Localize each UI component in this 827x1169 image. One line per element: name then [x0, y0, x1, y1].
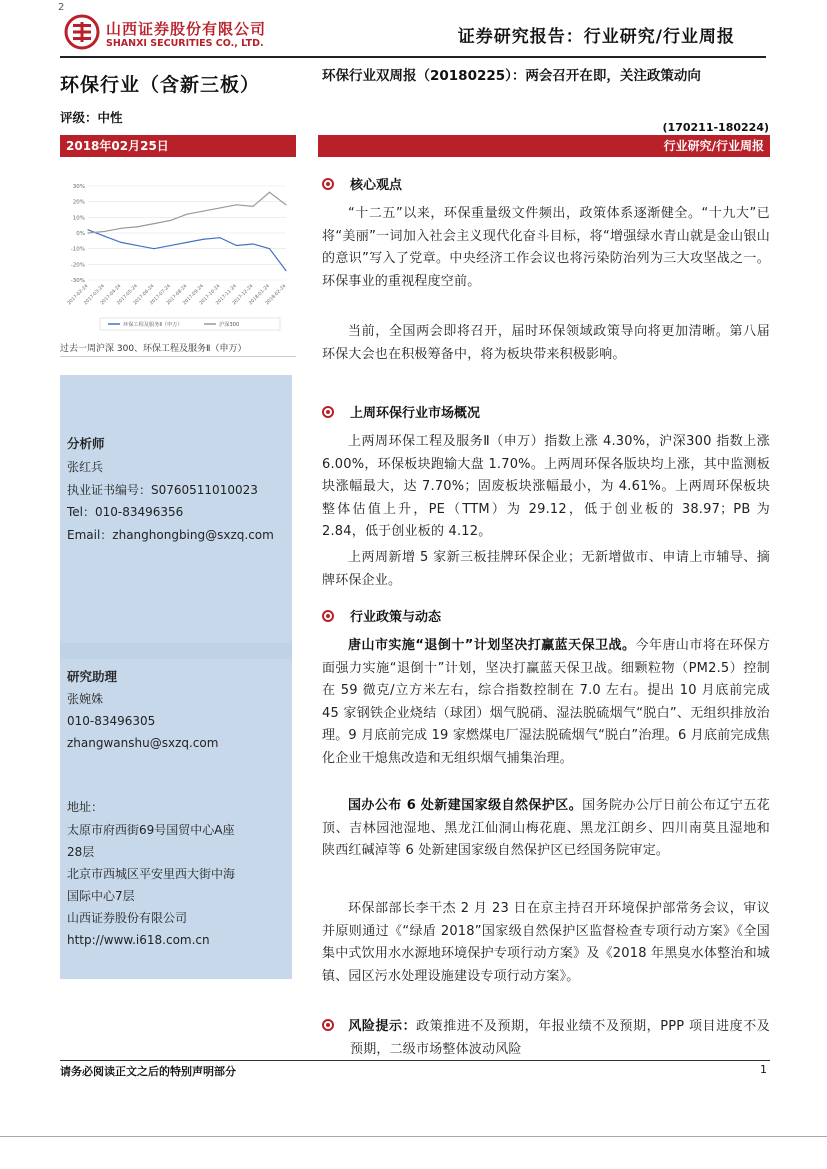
chart-point — [87, 232, 88, 233]
section-heading — [322, 402, 770, 421]
chart-xtick-label: 2017-09-24 — [182, 283, 205, 307]
address-line: 28层 — [67, 845, 95, 859]
chart-xtick-label: 2017-11-24 — [215, 283, 238, 307]
chart-ytick-label: 20% — [72, 199, 85, 206]
chart-point — [203, 210, 204, 211]
caption-rule — [60, 356, 296, 357]
section-heading — [322, 606, 770, 625]
address-label: 地址： — [67, 800, 104, 814]
chart-series-line — [88, 192, 286, 233]
paragraph: 当前，全国两会即将召开，届时环保领域政策导向将更加清晰。第八届环保大会也在积极筹备中，将为板块带来积极影响。 — [322, 324, 770, 362]
report-title: 环保行业双周报（20180225）：两会召开在即，关注政策动向 — [322, 68, 701, 84]
chart-ytick-label: 0% — [76, 231, 85, 237]
chart-ytick-label: -10% — [70, 246, 85, 253]
chart-xtick-label: 2017-12-24 — [231, 283, 255, 307]
section-bullet-icon — [322, 406, 334, 418]
chart-legend-label: 环保工程及服务Ⅱ（申万） — [123, 322, 183, 328]
chart-xtick-label: 2017-04-24 — [99, 283, 123, 307]
analyst-email[interactable]: Email：zhanghongbing@sxzq.com — [67, 528, 274, 542]
chart-point — [186, 214, 187, 215]
chart-point — [153, 248, 154, 249]
chart-point — [186, 242, 187, 243]
footer-rule — [60, 1060, 770, 1061]
chart-ytick-label: -30% — [70, 278, 85, 284]
chart-point — [87, 229, 88, 230]
chart-point — [252, 243, 253, 244]
chart-point — [269, 248, 270, 249]
section-bullet-icon — [322, 610, 334, 622]
chart-point — [236, 204, 237, 205]
chart-point — [219, 207, 220, 208]
section-heading — [322, 174, 770, 193]
analyst-heading: 分析师 — [67, 436, 105, 451]
chart-point — [120, 228, 121, 229]
rating: 评级：中性 — [60, 110, 123, 125]
assistant-heading: 研究助理 — [67, 669, 118, 684]
chart-xtick-label: 2017-10-24 — [198, 283, 222, 307]
footer-notice: 请务必阅读正文之后的特别声明部分 — [60, 1065, 236, 1078]
company-name: 山西证券股份有限公司 — [67, 911, 188, 925]
chart-point — [285, 270, 286, 271]
chart-xtick-label: 2017-02-24 — [66, 283, 90, 307]
panel-band — [60, 643, 292, 659]
company-url[interactable]: http://www.i618.com.cn — [67, 933, 210, 947]
risk-text: 政策推进不及预期，年报业绩不及预期，PPP 项目进度不及预期，二级市场整体波动风险 — [350, 1019, 770, 1057]
section-bullet-icon — [322, 178, 334, 190]
industry-name: 环保行业（含新三板） — [60, 74, 261, 96]
chart-xtick-label: 2017-08-24 — [165, 283, 189, 307]
page-number: 1 — [760, 1063, 767, 1076]
section-bullet-icon — [322, 1019, 334, 1031]
chart-point — [170, 220, 171, 221]
paragraph-body: 国务院办公厅日前公布辽宁五花顶、吉林园池湿地、黑龙江仙洞山梅花鹿、黑龙江朗乡、四川南莫且湿地和陕西红碱淖等 6 处新建国家级自然保护区已经国务院审定。 — [322, 798, 770, 859]
company-name-cn: 山西证券股份有限公司 — [106, 20, 267, 38]
section-heading-text: 核心观点 — [350, 178, 403, 193]
risk-heading: 风险提示： — [348, 1019, 417, 1034]
report-type: 证券研究报告：行业研究/行业周报 — [457, 27, 735, 47]
chart-point — [285, 204, 286, 205]
analyst-name: 张红兵 — [67, 460, 104, 474]
chart-xtick-label: 2017-05-24 — [116, 283, 139, 307]
chart-caption: 过去一周沪深 300、环保工程及服务Ⅱ（申万） — [60, 344, 247, 354]
section-heading-text: 上周环保行业市场概况 — [350, 406, 481, 421]
paragraph — [322, 795, 770, 863]
paragraph-lead: 国办公布 6 处新建国家级自然保护区。 — [348, 798, 583, 813]
risk-note — [322, 1016, 770, 1061]
chart-xtick-label: 2017-07-24 — [149, 283, 172, 307]
report-period: (170211-180224) — [662, 121, 769, 134]
report-date: 2018年02月25日 — [60, 135, 296, 157]
company-name-en: SHANXI SECURITIES CO., LTD. — [106, 38, 264, 49]
chart-xtick-label: 2017-06-24 — [132, 283, 156, 307]
chart-point — [203, 239, 204, 240]
index-chart — [60, 172, 296, 340]
chart-legend-label: 沪深300 — [219, 322, 240, 328]
corner-mark: 2 — [58, 2, 65, 13]
chart-xtick-label: 2018-02-24 — [264, 283, 288, 307]
paragraph-lead: 唐山市实施“退倒十”计划坚决打赢蓝天保卫战。 — [348, 638, 636, 653]
chart-point — [104, 231, 105, 232]
chart-point — [252, 206, 253, 207]
page-edge-rule — [0, 1136, 827, 1137]
chart-point — [236, 245, 237, 246]
chart-ytick-label: -20% — [70, 262, 85, 269]
company-logo-icon — [64, 14, 100, 50]
chart-point — [269, 192, 270, 193]
assistant-name: 张婉姝 — [67, 692, 104, 706]
paragraph: 上两周环保工程及服务Ⅱ（申万）指数上涨 4.30%，沪深300 指数上涨 6.00%，环保板块跑输大盘 1.70%。上两周环保各版块均上涨，其中监测板块涨幅最大，达 7.70%；固废板块涨幅最小，为 4.61%。上两周环保板块整体估值上升，PE（TTM）为 29.12，低于创业板的 38.97；PB 为 2.84，低于创业板的 4.12。 — [322, 434, 770, 540]
paragraph — [322, 635, 770, 771]
report-category: 行业研究/行业周报 — [318, 135, 770, 157]
chart-point — [120, 242, 121, 243]
paragraph-body: 今年唐山市将在环保方面强力实施“退倒十”计划，坚决打赢蓝天保卫战。细颗粒物（PM2.5）控制在 59 微克/立方米左右，综合指数控制在 7.0 左右。提出 10 月底前完成 45 家钢铁企业烧结（球团）烟气脱硝、湿法脱硫烟气“脱白”、无组织排放治理。9 月底前完成 19 家燃煤电厂湿法脱硫烟气“脱白”治理。6 月底前完成焦化企业干熄焦改造和无组织烟气捕集治理。 — [322, 638, 770, 766]
section-heading-text: 行业政策与动态 — [350, 610, 442, 625]
chart-xtick-label: 2017-03-24 — [83, 283, 106, 307]
paragraph: 上两周新增 5 家新三板挂牌环保企业；无新增做市、申请上市辅导、摘牌环保企业。 — [322, 550, 770, 588]
chart-ytick-label: 10% — [72, 215, 85, 222]
assistant-email[interactable]: zhangwanshu@sxzq.com — [67, 736, 219, 750]
header-rule — [60, 56, 766, 58]
chart-point — [170, 245, 171, 246]
analyst-cert: 执业证书编号：S0760511010023 — [67, 483, 258, 497]
paragraph: 环保部部长李干杰 2 月 23 日在京主持召开环境保护部常务会议，审议并原则通过《“绿盾 2018”国家级自然保护区监督检查专项行动方案》《全国集中式饮用水水源地环境保护专项行动方案》及《2018 年黑臭水体整治和城镇、园区污水处理设施建设专项行动方案》。 — [322, 901, 770, 984]
chart-xtick-label: 2018-01-24 — [248, 283, 271, 307]
paragraph: “十二五”以来，环保重量级文件频出，政策体系逐渐健全。“十九大”已将“美丽”一词加入社会主义现代化奋斗目标，将“增强绿水青山就是金山银山的意识”写入了党章。中央经济工作会议也将污染防治列为三大攻坚战之一。环保事业的重视程度空前。 — [322, 206, 770, 289]
assistant-tel: 010-83496305 — [67, 714, 156, 728]
chart-point — [153, 223, 154, 224]
address-line: 太原市府西街69号国贸中心A座 — [67, 823, 235, 837]
chart-point — [137, 226, 138, 227]
chart-point — [104, 236, 105, 237]
chart-point — [137, 245, 138, 246]
analyst-tel: Tel：010-83496356 — [67, 505, 184, 519]
address-line: 国际中心7层 — [67, 889, 135, 903]
chart-point — [219, 237, 220, 238]
address-line: 北京市西城区平安里西大街中海 — [67, 867, 236, 881]
chart-ytick-label: 30% — [72, 184, 85, 190]
